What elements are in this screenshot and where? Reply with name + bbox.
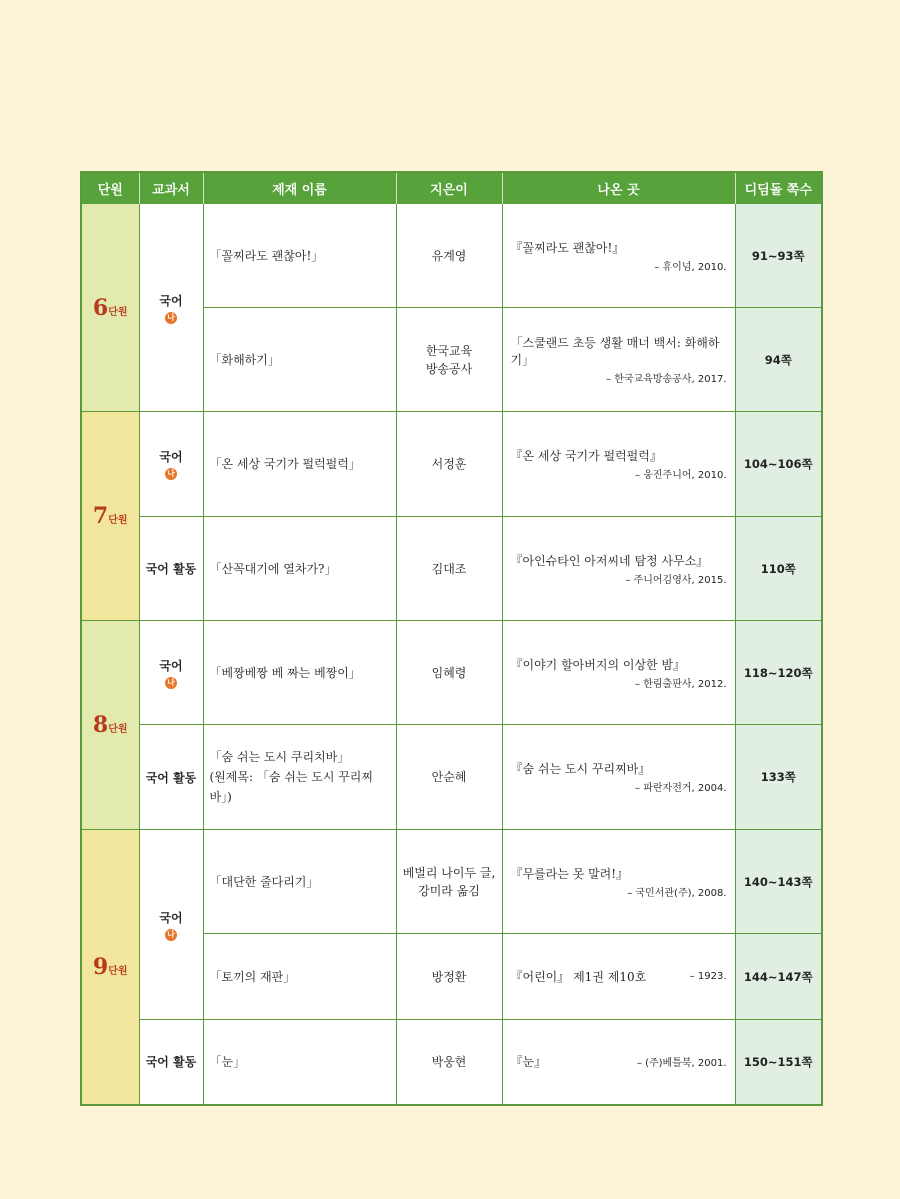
pages-cell: 133쪽 xyxy=(735,725,822,830)
book-cell xyxy=(139,204,203,412)
author-cell: 방정환 xyxy=(396,934,502,1020)
author-cell: 안순혜 xyxy=(396,725,502,830)
source-cell xyxy=(502,1020,735,1105)
author-line-2: 방송공사 xyxy=(425,361,473,376)
source-publisher: – 파란자전거, 2004. xyxy=(635,783,727,794)
unit-number: 9 xyxy=(92,953,109,980)
source-cell xyxy=(502,934,735,1020)
source-publisher: – 웅진주니어, 2010. xyxy=(635,470,727,481)
source-title: 『어린이』 제1권 제10호 xyxy=(510,970,647,984)
book-label: 국어 활동 xyxy=(145,1055,197,1070)
source-title: 『이야기 할아버지의 이상한 밤』 xyxy=(510,657,686,672)
unit-7-cell xyxy=(81,412,139,621)
pages-cell: 110쪽 xyxy=(735,517,822,621)
title-line-1: 「숨 쉬는 도시 쿠리치바」 xyxy=(209,750,350,764)
source-title: 『아인슈타인 아저씨네 탐정 사무소』 xyxy=(510,553,709,568)
unit-9-cell xyxy=(81,830,139,1105)
pages-cell: 104~106쪽 xyxy=(735,412,822,517)
book-cell xyxy=(139,1020,203,1105)
unit-number: 8 xyxy=(92,712,109,738)
table-row xyxy=(81,517,822,621)
header-title: 제재 이름 xyxy=(203,172,396,204)
unit-number: 7 xyxy=(92,503,109,529)
source-publisher: – 한국교육방송공사, 2017. xyxy=(606,374,727,385)
book-label: 국어 활동 xyxy=(145,562,197,576)
pages-cell: 144~147쪽 xyxy=(735,934,822,1020)
unit-suffix: 단원 xyxy=(108,306,128,318)
author-cell: 김대조 xyxy=(396,517,502,621)
pages-cell: 118~120쪽 xyxy=(735,621,822,725)
author-line-2: 강미라 옮김 xyxy=(418,883,480,898)
header-pages: 디딤돌 쪽수 xyxy=(735,172,822,204)
table-row xyxy=(81,204,822,308)
pages-cell: 94쪽 xyxy=(735,308,822,412)
title-cell: 「토끼의 재판」 xyxy=(203,934,396,1020)
source-cell xyxy=(502,517,735,621)
source-cell xyxy=(502,830,735,934)
volume-badge: 나 xyxy=(165,312,177,324)
author-cell: 임혜령 xyxy=(396,621,502,725)
source-cell xyxy=(502,725,735,830)
title-cell: 「산꼭대기에 열차가?」 xyxy=(203,517,396,621)
book-label: 국어 xyxy=(159,450,183,464)
book-label: 국어 xyxy=(159,658,183,673)
header-author: 지은이 xyxy=(396,172,502,204)
book-label: 국어 xyxy=(159,293,183,308)
table-row xyxy=(81,830,822,934)
unit-suffix: 단원 xyxy=(108,965,128,977)
author-cell: 박웅현 xyxy=(396,1020,502,1105)
source-title: 「스쿨랜드 초등 생활 매너 백서: 화해하기」 xyxy=(510,336,720,367)
source-cell xyxy=(502,412,735,517)
volume-badge: 나 xyxy=(165,468,177,480)
source-publisher: – 한림출판사, 2012. xyxy=(635,678,727,690)
table-row xyxy=(81,412,822,517)
title-cell: 「온 세상 국기가 펄럭펄럭」 xyxy=(203,412,396,517)
pages-cell: 91~93쪽 xyxy=(735,204,822,308)
book-cell xyxy=(139,621,203,725)
header-book: 교과서 xyxy=(139,172,203,204)
volume-badge: 나 xyxy=(165,929,177,941)
unit-6-cell xyxy=(81,204,139,412)
book-label: 국어 활동 xyxy=(145,770,197,785)
source-publisher: – 주니어김영사, 2015. xyxy=(625,574,727,586)
source-cell xyxy=(502,621,735,725)
source-publisher: – 국민서관(주), 2008. xyxy=(627,887,727,899)
title-cell: 「눈」 xyxy=(203,1020,396,1105)
title-line-2: (원제목: 「숨 쉬는 도시 꾸리찌바」) xyxy=(209,770,373,804)
author-line-1: 베벌리 나이두 글, xyxy=(402,865,496,880)
title-cell: 「대단한 줄다리기」 xyxy=(203,830,396,934)
source-title: 『숨 쉬는 도시 꾸리찌바』 xyxy=(510,762,651,776)
source-title: 『눈』 xyxy=(510,1055,547,1070)
source-title: 『온 세상 국기가 펄럭펄럭』 xyxy=(510,449,662,463)
header-unit: 단원 xyxy=(81,172,139,204)
source-publisher: – 1923. xyxy=(689,971,727,982)
title-cell xyxy=(203,725,396,830)
pages-cell: 140~143쪽 xyxy=(735,830,822,934)
book-cell xyxy=(139,725,203,830)
unit-number: 6 xyxy=(92,294,109,321)
source-publisher: – 휴이넘, 2010. xyxy=(654,261,727,273)
header-source: 나온 곳 xyxy=(502,172,735,204)
reading-list-table xyxy=(80,171,823,1106)
title-cell: 「화해하기」 xyxy=(203,308,396,412)
header-row xyxy=(81,172,822,204)
author-cell: 서정훈 xyxy=(396,412,502,517)
table-row xyxy=(81,725,822,830)
table-row xyxy=(81,1020,822,1105)
unit-8-cell xyxy=(81,621,139,830)
book-label: 국어 xyxy=(159,910,183,925)
source-publisher: – (주)베틀북, 2001. xyxy=(636,1058,727,1070)
book-cell xyxy=(139,517,203,621)
unit-suffix: 단원 xyxy=(108,515,128,526)
author-cell: 유계영 xyxy=(396,204,502,308)
source-title: 『무를라는 못 말려!』 xyxy=(510,866,629,881)
source-cell xyxy=(502,308,735,412)
unit-suffix: 단원 xyxy=(108,724,128,735)
book-cell xyxy=(139,412,203,517)
title-cell: 「베짱베짱 베 짜는 베짱이」 xyxy=(203,621,396,725)
title-cell: 「꼴찌라도 괜찮아!」 xyxy=(203,204,396,308)
table-row xyxy=(81,621,822,725)
volume-badge: 나 xyxy=(165,677,177,689)
reading-list-table-wrapper xyxy=(80,171,821,1106)
author-line-1: 한국교육 xyxy=(425,343,473,358)
pages-cell: 150~151쪽 xyxy=(735,1020,822,1105)
author-cell xyxy=(396,830,502,934)
source-cell xyxy=(502,204,735,308)
author-cell xyxy=(396,308,502,412)
book-cell xyxy=(139,830,203,1020)
source-title: 『꼴찌라도 괜찮아!』 xyxy=(510,240,625,255)
